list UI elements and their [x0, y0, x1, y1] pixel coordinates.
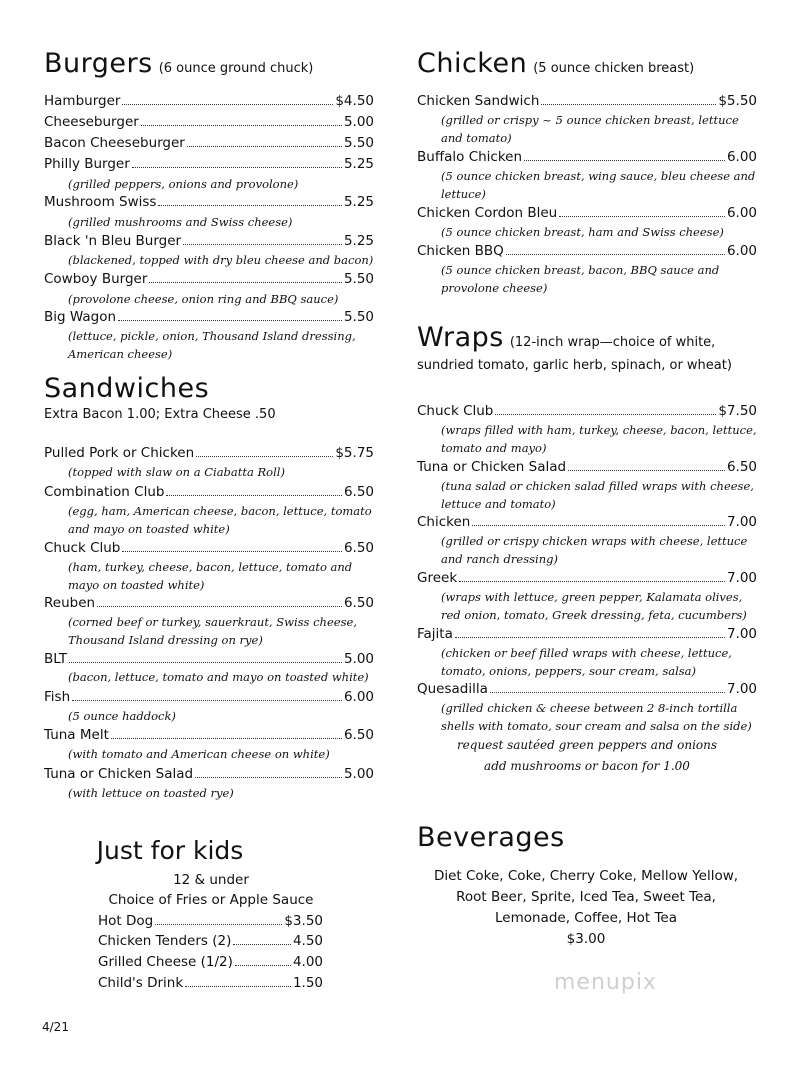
kids-age: 12 & under	[173, 872, 249, 888]
beverages-line-1: Diet Coke, Coke, Cherry Coke, Mellow Yellow,	[433, 868, 739, 884]
dot-leader	[132, 167, 342, 168]
item-price: 6.00	[726, 149, 757, 165]
kids-item	[98, 932, 323, 950]
item-name: Child's Drink	[98, 975, 184, 991]
dot-leader	[233, 944, 291, 945]
dot-leader	[196, 456, 333, 457]
wraps-item	[417, 569, 757, 587]
sandwiches-item	[44, 539, 374, 557]
item-description: (ham, turkey, cheese, bacon, lettuce, tomato and mayo on toasted white)	[68, 560, 353, 592]
dot-leader	[158, 205, 342, 206]
wraps-heading	[417, 322, 715, 353]
item-name: Cheeseburger	[44, 114, 139, 130]
item-name: Chuck Club	[417, 403, 494, 419]
item-name: Chicken	[417, 514, 471, 530]
item-price: 6.50	[726, 459, 757, 475]
dot-leader	[155, 924, 282, 925]
sandwiches-extras: Extra Bacon 1.00; Extra Cheese .50	[44, 407, 276, 422]
item-name: Greek	[417, 570, 458, 586]
item-price: $5.75	[335, 445, 374, 461]
dot-leader	[118, 320, 342, 321]
sandwiches-item	[44, 765, 374, 783]
item-price: 4.50	[292, 933, 323, 949]
sandwiches-item	[44, 726, 374, 744]
item-name: Tuna or Chicken Salad	[44, 766, 194, 782]
sandwiches-heading	[44, 373, 209, 404]
dot-leader	[69, 662, 342, 663]
beverages-line-3: Lemonade, Coffee, Hot Tea	[495, 910, 677, 926]
item-price: 7.00	[726, 681, 757, 697]
item-name: Reuben	[44, 595, 96, 611]
chicken-title: Chicken	[417, 48, 528, 79]
item-description: (5 ounce chicken breast, ham and Swiss cheese)	[441, 225, 724, 239]
dot-leader	[122, 551, 342, 552]
beverages-heading	[417, 822, 565, 853]
item-description: (egg, ham, American cheese, bacon, lettuce, tomato and mayo on toasted white)	[68, 504, 372, 536]
dot-leader	[472, 525, 725, 526]
sandwiches-item	[44, 688, 374, 706]
chicken-heading	[417, 48, 694, 79]
item-description: (lettuce, pickle, onion, Thousand Island dressing, American cheese)	[68, 329, 356, 361]
burgers-item	[44, 113, 374, 131]
item-price: $4.50	[335, 93, 374, 109]
sandwiches-item	[44, 650, 374, 668]
burgers-item	[44, 92, 374, 110]
dot-leader	[185, 986, 291, 987]
dot-leader	[235, 965, 291, 966]
dot-leader	[97, 606, 342, 607]
item-price: $5.50	[718, 93, 757, 109]
wraps-note-line1: (12-inch wrap—choice of white,	[509, 335, 716, 350]
item-name: Chicken Tenders (2)	[98, 933, 232, 949]
item-description: (with lettuce on toasted rye)	[68, 786, 234, 800]
wraps-item	[417, 680, 757, 698]
dot-leader	[568, 470, 725, 471]
item-name: Big Wagon	[44, 309, 117, 325]
wraps-item	[417, 625, 757, 643]
beverages-line-2: Root Beer, Sprite, Iced Tea, Sweet Tea,	[456, 889, 716, 905]
item-description: (5 ounce chicken breast, bacon, BBQ sauce and provolone cheese)	[441, 263, 720, 295]
item-name: Chicken Sandwich	[417, 93, 540, 109]
dot-leader	[524, 160, 725, 161]
dot-leader	[559, 216, 725, 217]
item-description: (5 ounce haddock)	[68, 709, 176, 723]
dot-leader	[455, 637, 725, 638]
item-description: (with tomato and American cheese on white)	[68, 747, 330, 761]
chicken-item	[417, 92, 757, 110]
item-description: (topped with slaw on a Ciabatta Roll)	[68, 465, 285, 479]
item-price: 1.50	[292, 975, 323, 991]
burgers-item	[44, 308, 374, 326]
item-price: 6.00	[726, 243, 757, 259]
burgers-note: (6 ounce ground chuck)	[158, 61, 314, 76]
kids-side: Choice of Fries or Apple Sauce	[108, 892, 314, 908]
item-name: Quesadilla	[417, 681, 488, 697]
sandwiches-item	[44, 483, 374, 501]
footer-date: 4/21	[42, 1020, 69, 1034]
sandwiches-title: Sandwiches	[44, 373, 210, 404]
item-description: (wraps filled with ham, turkey, cheese, bacon, lettuce, tomato and mayo)	[441, 423, 757, 455]
dot-leader	[141, 125, 342, 126]
item-price: 6.00	[726, 205, 757, 221]
item-price: 7.00	[726, 626, 757, 642]
item-name: Philly Burger	[44, 156, 130, 172]
item-name: Chicken BBQ	[417, 243, 504, 259]
burgers-item	[44, 270, 374, 288]
item-description: (wraps with lettuce, green pepper, Kalamata olives, red onion, tomato, Greek dressing, feta, cucumbers)	[441, 590, 747, 622]
kids-item	[98, 912, 323, 930]
item-description: (chicken or beef filled wraps with cheese, lettuce, tomato, onions, peppers, sour cream, salsa)	[441, 646, 732, 678]
item-name: Fish	[44, 689, 71, 705]
dot-leader	[195, 777, 342, 778]
item-price: 6.00	[343, 689, 374, 705]
dot-leader	[122, 104, 333, 105]
item-description: (grilled chicken & cheese between 2 8-inch tortilla shells with tomato, sour cream and salsa on the side)	[441, 701, 752, 733]
dot-leader	[187, 146, 342, 147]
item-name: Tuna Melt	[44, 727, 109, 743]
item-price: 6.50	[343, 484, 374, 500]
item-price: 5.25	[343, 233, 374, 249]
item-price: $3.50	[284, 913, 323, 929]
item-name: Hamburger	[44, 93, 121, 109]
dot-leader	[149, 282, 342, 283]
item-description: (grilled or crispy ~ 5 ounce chicken breast, lettuce and tomato)	[441, 113, 739, 145]
wraps-addon-1: request sautéed green peppers and onions	[456, 738, 718, 752]
item-name: Pulled Pork or Chicken	[44, 445, 195, 461]
burgers-item	[44, 193, 374, 211]
item-price: 4.00	[292, 954, 323, 970]
sandwiches-item	[44, 444, 374, 462]
item-name: Combination Club	[44, 484, 165, 500]
item-description: (grilled or crispy chicken wraps with cheese, lettuce and ranch dressing)	[441, 534, 748, 566]
beverages-price: $3.00	[566, 931, 606, 947]
item-price: 5.50	[343, 271, 374, 287]
item-description: (blackened, topped with dry bleu cheese and bacon)	[68, 253, 374, 267]
item-description: (grilled mushrooms and Swiss cheese)	[68, 215, 293, 229]
item-price: 5.50	[343, 309, 374, 325]
item-price: 5.00	[343, 766, 374, 782]
kids-item	[98, 974, 323, 992]
item-price: 7.00	[726, 514, 757, 530]
dot-leader	[72, 700, 342, 701]
item-price: 5.00	[343, 114, 374, 130]
item-name: Mushroom Swiss	[44, 194, 157, 210]
burgers-item	[44, 134, 374, 152]
item-name: Buffalo Chicken	[417, 149, 523, 165]
dot-leader	[166, 495, 341, 496]
burgers-item	[44, 155, 374, 173]
menupix-watermark: menupix	[554, 970, 657, 995]
item-name: Hot Dog	[98, 913, 154, 929]
item-description: (5 ounce chicken breast, wing sauce, bleu cheese and lettuce)	[441, 169, 756, 201]
item-price: 5.25	[343, 194, 374, 210]
item-price: 6.50	[343, 727, 374, 743]
item-price: 6.50	[343, 540, 374, 556]
wraps-note-line2: sundried tomato, garlic herb, spinach, or wheat)	[417, 358, 732, 373]
item-name: Bacon Cheeseburger	[44, 135, 185, 151]
beverages-title: Beverages	[417, 822, 565, 853]
wraps-title: Wraps	[417, 322, 504, 353]
burgers-item	[44, 232, 374, 250]
item-price: $7.50	[718, 403, 757, 419]
burgers-heading	[44, 48, 313, 79]
item-name: Black 'n Bleu Burger	[44, 233, 182, 249]
wraps-addon-2: add mushrooms or bacon for 1.00	[484, 759, 690, 773]
burgers-title: Burgers	[44, 48, 153, 79]
chicken-note: (5 ounce chicken breast)	[533, 61, 695, 76]
dot-leader	[495, 414, 716, 415]
kids-title: Just for kids	[96, 836, 244, 865]
chicken-item	[417, 242, 757, 260]
dot-leader	[111, 738, 342, 739]
item-description: (provolone cheese, onion ring and BBQ sauce)	[68, 292, 339, 306]
dot-leader	[541, 104, 716, 105]
chicken-item	[417, 204, 757, 222]
wraps-item	[417, 402, 757, 420]
item-name: Tuna or Chicken Salad	[417, 459, 567, 475]
item-name: Chuck Club	[44, 540, 121, 556]
item-name: Chicken Cordon Bleu	[417, 205, 558, 221]
dot-leader	[506, 254, 725, 255]
item-name: Cowboy Burger	[44, 271, 148, 287]
item-name: Fajita	[417, 626, 453, 642]
dot-leader	[490, 692, 725, 693]
item-price: 5.25	[343, 156, 374, 172]
wraps-item	[417, 458, 757, 476]
item-description: (corned beef or turkey, sauerkraut, Swiss cheese, Thousand Island dressing on rye)	[68, 615, 357, 647]
dot-leader	[183, 244, 342, 245]
sandwiches-item	[44, 594, 374, 612]
item-description: (bacon, lettuce, tomato and mayo on toasted white)	[68, 670, 369, 684]
chicken-item	[417, 148, 757, 166]
item-price: 6.50	[343, 595, 374, 611]
item-name: Grilled Cheese (1/2)	[98, 954, 233, 970]
kids-item	[98, 953, 323, 971]
item-description: (tuna salad or chicken salad filled wraps with cheese, lettuce and tomato)	[441, 479, 754, 511]
dot-leader	[459, 581, 725, 582]
item-price: 5.50	[343, 135, 374, 151]
item-description: (grilled peppers, onions and provolone)	[68, 177, 299, 191]
item-price: 5.00	[343, 651, 374, 667]
item-name: BLT	[44, 651, 68, 667]
item-price: 7.00	[726, 570, 757, 586]
wraps-item	[417, 513, 757, 531]
